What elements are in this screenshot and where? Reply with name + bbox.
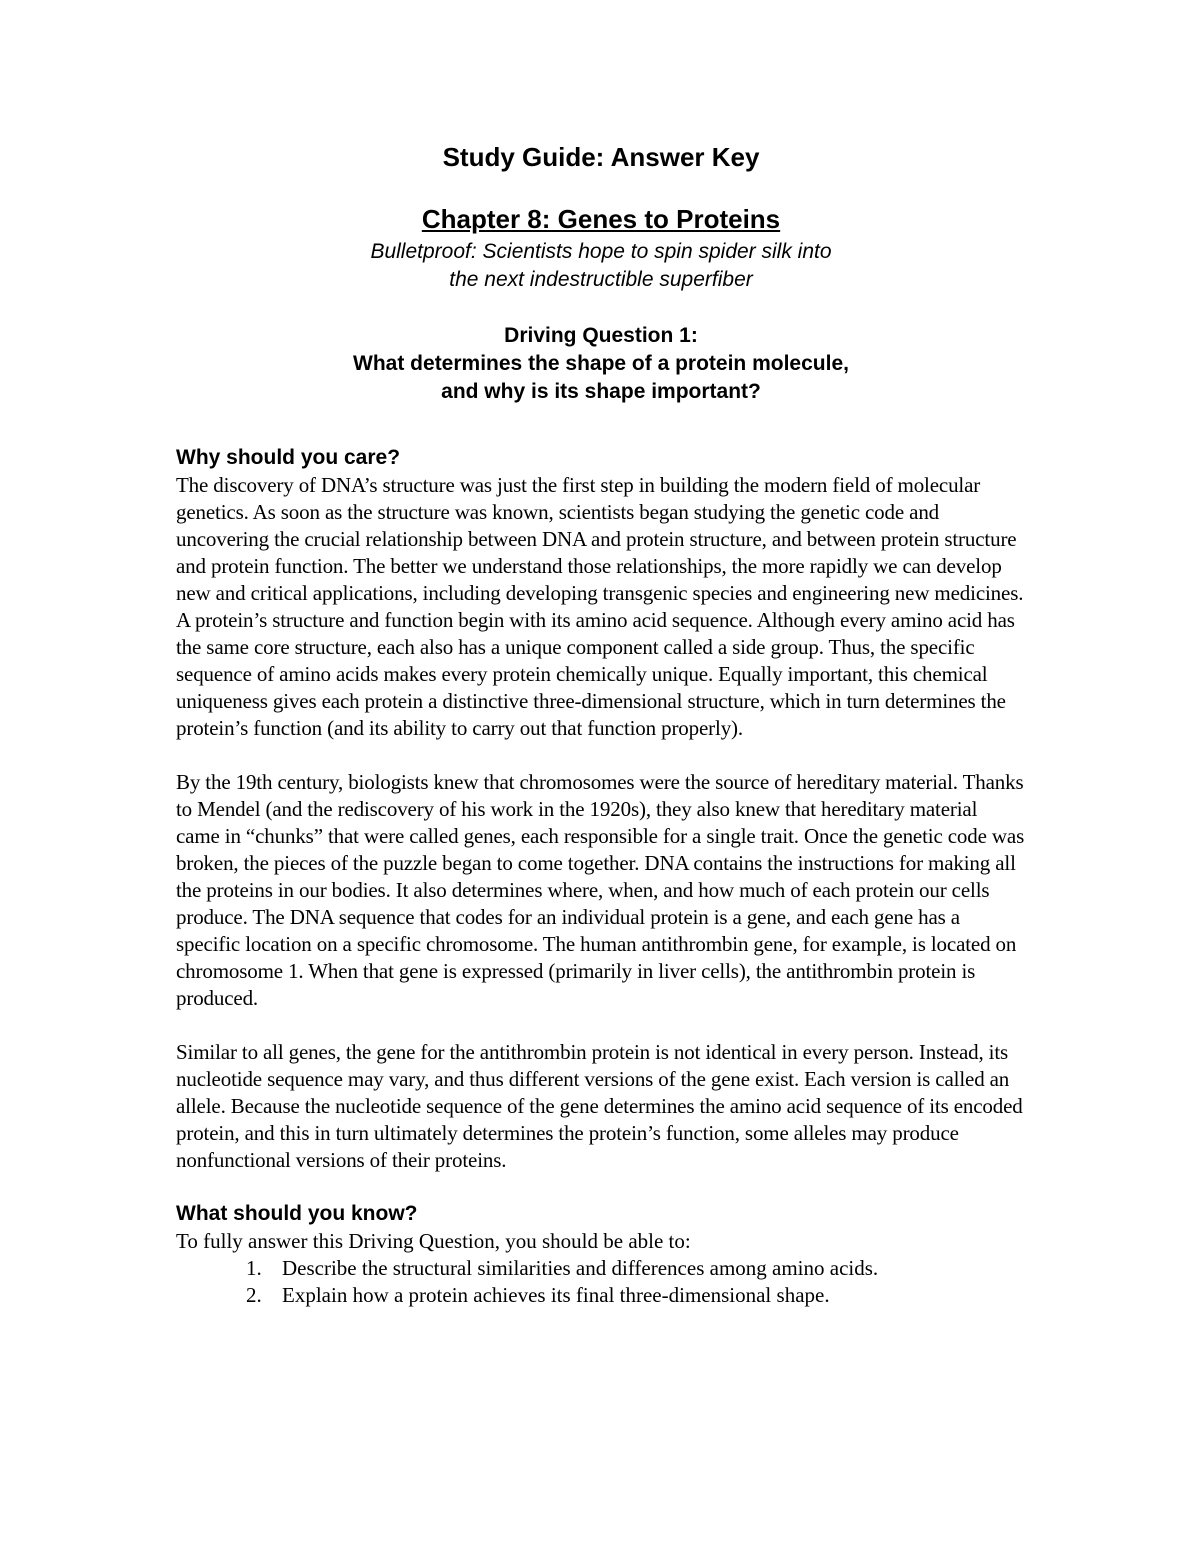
list-item bbox=[246, 1255, 1026, 1282]
list-item-number: 1. bbox=[246, 1256, 262, 1280]
section-heading-know: What should you know? bbox=[176, 1202, 418, 1225]
driving-question-line: What determines the shape of a protein molecule, bbox=[353, 352, 849, 375]
driving-question-line: and why is its shape important? bbox=[441, 380, 761, 403]
paragraph: Similar to all genes, the gene for the antithrombin protein is not identical in every person. Instead, its nucleotide sequence may vary, and thus different versions of the gene exist. Each version is called an allele. Because the nucleotide sequence of the gene determines the amino acid sequence of its encoded protein, and this in turn ultimately determines the protein’s function, some alleles may produce nonfunctional versions of their proteins. bbox=[176, 1040, 1023, 1172]
driving-question-label: Driving Question 1: bbox=[504, 324, 698, 347]
objectives-intro: To fully answer this Driving Question, you should be able to: bbox=[176, 1229, 691, 1253]
section-heading-care: Why should you care? bbox=[176, 446, 401, 469]
list-item bbox=[246, 1282, 1026, 1309]
objectives-list bbox=[176, 1255, 1026, 1309]
paragraph: The discovery of DNA’s structure was just the first step in building the modern field of molecular genetics. As soon as the structure was known, scientists began studying the genetic code and uncovering the crucial relationship between DNA and protein structure, and between protein structure and protein function. The better we understand those relationships, the more rapidly we can develop new and critical applications, including developing transgenic species and engineering new medicines. A protein’s structure and function begin with its amino acid sequence. Although every amino acid has the same core structure, each also has a unique component called a side group. Thus, the specific sequence of amino acids makes every protein chemically unique. Equally important, this chemical uniqueness gives each protein a distinctive three-dimensional structure, which in turn determines the protein’s function (and its ability to carry out that function properly). bbox=[176, 473, 1024, 740]
list-item-text: Describe the structural similarities and differences among amino acids. bbox=[282, 1256, 879, 1280]
document-title: Study Guide: Answer Key bbox=[442, 142, 760, 172]
article-subtitle bbox=[176, 238, 1026, 294]
subtitle-line: the next indestructible superfiber bbox=[449, 268, 753, 291]
driving-question bbox=[176, 322, 1026, 406]
paragraph: By the 19th century, biologists knew that chromosomes were the source of hereditary material. Thanks to Mendel (and the rediscovery of his work in the 1920s), they also knew that hereditary material came in “chunks” that were called genes, each responsible for a single trait. Once the genetic code was broken, the pieces of the puzzle began to come together. DNA contains the instructions for making all the proteins in our bodies. It also determines where, when, and how much of each protein our cells produce. The DNA sequence that codes for an individual protein is a gene, and each gene has a specific location on a specific chromosome. The human antithrombin gene, for example, is located on chromosome 1. When that gene is expressed (primarily in liver cells), the antithrombin protein is produced. bbox=[176, 770, 1025, 1010]
subtitle-line: Bulletproof: Scientists hope to spin spider silk into bbox=[370, 240, 832, 263]
chapter-title: Chapter 8: Genes to Proteins bbox=[421, 204, 781, 234]
list-item-text: Explain how a protein achieves its final three-dimensional shape. bbox=[282, 1283, 830, 1307]
list-item-number: 2. bbox=[246, 1283, 262, 1307]
document-page bbox=[176, 138, 1026, 1309]
